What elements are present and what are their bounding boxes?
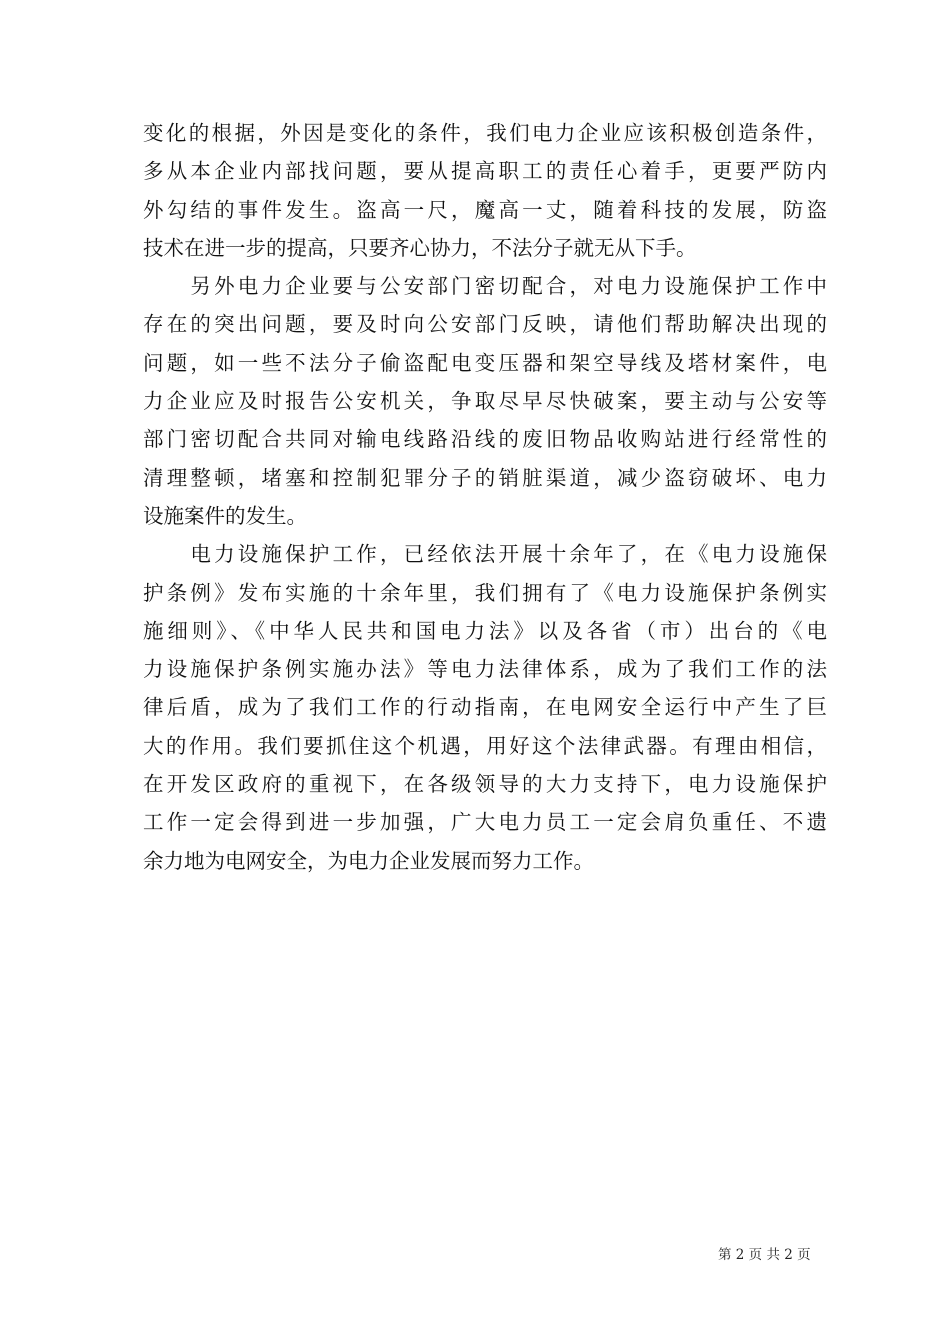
- text-line: 律后盾，成为了我们工作的行动指南，在电网安全运行中产生了巨: [143, 695, 827, 720]
- text-line: 余力地为电网安全，为电力企业发展而努力工作。: [143, 848, 594, 873]
- text-line: 在开发区政府的重视下，在各级领导的大力支持下，电力设施保护: [143, 772, 827, 797]
- text-line: 工作一定会得到进一步加强，广大电力员工一定会肩负重任、不遗: [143, 810, 827, 835]
- text-line: 问题，如一些不法分子偷盗配电变压器和架空导线及塔材案件，电: [143, 350, 827, 375]
- text-line: 力企业应及时报告公安机关，争取尽早尽快破案，要主动与公安等: [143, 389, 827, 414]
- text-line: 电力设施保护工作，已经依法开展十余年了，在《电力设施保: [143, 542, 827, 567]
- text-line: 护条例》发布实施的十余年里，我们拥有了《电力设施保护条例实: [143, 580, 827, 605]
- text-line: 设施案件的发生。: [143, 503, 307, 528]
- text-line: 清理整顿，堵塞和控制犯罪分子的销脏渠道，减少盗窃破坏、电力: [143, 465, 827, 490]
- text-line: 部门密切配合共同对输电线路沿线的废旧物品收购站进行经常性的: [143, 427, 827, 452]
- paragraph: [143, 267, 827, 535]
- text-line: 施细则》、《中华人民共和国电力法》以及各省（市）出台的《电: [143, 618, 827, 643]
- paragraph: [143, 114, 827, 267]
- text-line: 存在的突出问题，要及时向公安部门反映，请他们帮助解决出现的: [143, 312, 827, 337]
- text-line: 另外电力企业要与公安部门密切配合，对电力设施保护工作中: [143, 274, 827, 299]
- text-line: 力设施保护条例实施办法》等电力法律体系，成为了我们工作的法: [143, 657, 827, 682]
- page-number-footer: 第 2 页 共 2 页: [718, 1247, 811, 1263]
- text-line: 外勾结的事件发生。盗高一尺，魔高一丈，随着科技的发展，防盗: [143, 197, 827, 222]
- text-line: 变化的根据，外因是变化的条件，我们电力企业应该积极创造条件，: [143, 121, 827, 145]
- paragraph: [143, 535, 827, 880]
- document-body: [143, 114, 827, 880]
- text-line: 多从本企业内部找问题，要从提高职工的责任心着手，更要严防内: [143, 159, 827, 184]
- text-line: 技术在进一步的提高，只要齐心协力，不法分子就无从下手。: [143, 235, 697, 260]
- text-line: 大的作用。我们要抓住这个机遇，用好这个法律武器。有理由相信，: [143, 733, 827, 758]
